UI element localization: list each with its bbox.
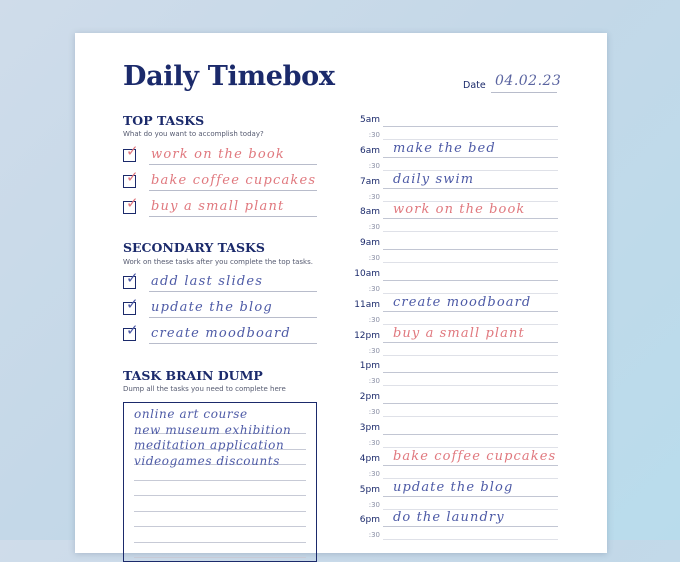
time-slot[interactable] — [350, 510, 558, 546]
half-hour-label: :30 — [368, 500, 380, 509]
half-hour-label: :30 — [368, 531, 380, 540]
top-task-row[interactable] — [123, 194, 317, 219]
scheduled-task: daily swim — [393, 171, 475, 187]
dump-writing-line — [134, 526, 306, 527]
half-hour-line — [383, 355, 558, 356]
secondary-task-row[interactable] — [123, 269, 317, 294]
checkmark-icon: ✓ — [126, 321, 139, 339]
scheduled-task: buy a small plant — [393, 325, 525, 341]
brain-dump-item: online art course — [134, 407, 248, 421]
hour-label: 7am — [359, 176, 380, 187]
checkbox[interactable] — [123, 321, 139, 341]
date-label: Date — [463, 80, 486, 91]
half-hour-line — [383, 416, 558, 417]
hour-label: 3pm — [359, 423, 380, 433]
top-tasks-heading: TOP TASKS — [123, 113, 205, 128]
task-text: create moodboard — [151, 326, 291, 341]
checkbox[interactable] — [123, 269, 139, 289]
hour-line — [383, 188, 558, 189]
secondary-tasks-subtitle: Work on these tasks after you complete the top tasks. — [123, 258, 313, 266]
checkbox[interactable] — [123, 168, 139, 188]
brain-dump-item: videogames discounts — [134, 453, 280, 468]
hour-label: 10am — [354, 269, 380, 279]
half-hour-label: :30 — [368, 223, 380, 232]
half-hour-line — [383, 262, 558, 263]
hour-label: 6pm — [359, 515, 380, 526]
checkbox[interactable] — [123, 142, 139, 162]
checkbox[interactable] — [123, 194, 139, 214]
checkmark-icon: ✓ — [126, 194, 139, 212]
hour-line — [383, 526, 558, 527]
hour-label: 4pm — [359, 453, 380, 464]
checkmark-icon: ✓ — [126, 295, 139, 313]
task-text: work on the book — [151, 147, 285, 162]
scheduled-task: do the laundry — [393, 510, 505, 526]
hour-label: 9am — [359, 238, 380, 249]
hour-line — [383, 280, 558, 281]
time-slot[interactable] — [350, 392, 558, 423]
scheduled-task: bake coffee cupcakes — [393, 448, 557, 464]
time-slot[interactable] — [350, 325, 558, 362]
hour-line — [383, 126, 558, 127]
half-hour-label: :30 — [368, 408, 380, 417]
top-task-row[interactable] — [123, 168, 317, 193]
writing-line — [149, 164, 317, 165]
writing-line — [149, 216, 317, 217]
hour-line — [383, 249, 558, 250]
checkbox[interactable] — [123, 295, 139, 315]
scheduled-task: make the bed — [393, 140, 496, 156]
half-hour-label: :30 — [368, 161, 380, 170]
hour-line — [383, 434, 558, 435]
time-slot[interactable] — [350, 361, 558, 392]
task-text: buy a small plant — [151, 199, 285, 214]
hour-line — [383, 403, 558, 404]
writing-line — [149, 317, 317, 318]
half-hour-label: :30 — [368, 315, 380, 324]
top-tasks-subtitle: What do you want to accomplish today? — [123, 130, 264, 138]
hour-label: 8am — [359, 207, 380, 218]
planner-sheet — [75, 33, 607, 553]
time-slot[interactable] — [350, 202, 558, 238]
secondary-task-row[interactable] — [123, 321, 317, 346]
secondary-task-row[interactable] — [123, 295, 317, 320]
half-hour-label: :30 — [368, 377, 380, 386]
brain-dump-heading: TASK BRAIN DUMP — [123, 368, 263, 383]
hour-label: 6am — [359, 145, 380, 156]
date-line — [491, 92, 557, 93]
brain-dump-item: new museum exhibition — [134, 422, 292, 437]
task-text: add last slides — [151, 274, 264, 289]
hour-label: 1pm — [359, 361, 380, 372]
secondary-tasks-heading: SECONDARY TASKS — [123, 240, 265, 255]
hour-label: 12pm — [354, 330, 380, 341]
brain-dump-subtitle: Dump all the tasks you need to complete here — [123, 385, 286, 393]
hour-line — [383, 465, 558, 466]
half-hour-label: :30 — [368, 285, 380, 293]
hour-line — [383, 342, 558, 343]
top-task-row[interactable] — [123, 142, 317, 167]
dump-writing-line — [134, 542, 306, 543]
hour-label: 11am — [354, 299, 380, 310]
dump-writing-line — [134, 557, 306, 558]
hour-line — [383, 311, 558, 312]
half-hour-label: :30 — [368, 346, 380, 355]
half-hour-label: :30 — [368, 469, 380, 478]
hour-label: 5pm — [359, 484, 380, 495]
date-value: 04.02.23 — [495, 73, 562, 89]
hour-label: 5am — [359, 115, 380, 125]
hour-label: 2pm — [359, 392, 380, 403]
scheduled-task: work on the book — [393, 202, 526, 218]
page-title: Daily Timebox — [123, 61, 335, 92]
half-hour-label: :30 — [368, 439, 380, 447]
checkmark-icon: ✓ — [126, 168, 139, 186]
writing-line — [149, 291, 317, 292]
writing-line — [149, 190, 317, 191]
writing-line — [149, 343, 317, 344]
half-hour-line — [383, 385, 558, 386]
hour-line — [383, 372, 558, 373]
brain-dump-item: meditation application — [134, 438, 285, 452]
scheduled-task: create moodboard — [393, 294, 532, 310]
half-hour-line — [383, 231, 558, 232]
dump-writing-line — [134, 480, 306, 481]
hour-line — [383, 218, 558, 219]
dump-writing-line — [134, 511, 306, 512]
hour-line — [383, 157, 558, 158]
checkmark-icon: ✓ — [126, 269, 139, 287]
task-text: update the blog — [151, 300, 273, 315]
half-hour-label: :30 — [368, 254, 380, 263]
task-text: bake coffee cupcakes — [151, 173, 317, 188]
checkmark-icon: ✓ — [126, 142, 139, 160]
time-slot[interactable] — [350, 238, 558, 269]
dump-writing-line — [134, 495, 306, 496]
half-hour-label: :30 — [368, 131, 380, 139]
hour-line — [383, 496, 558, 497]
half-hour-label: :30 — [368, 192, 380, 201]
scheduled-task: update the blog — [393, 479, 514, 495]
brain-dump-box[interactable] — [123, 402, 317, 562]
